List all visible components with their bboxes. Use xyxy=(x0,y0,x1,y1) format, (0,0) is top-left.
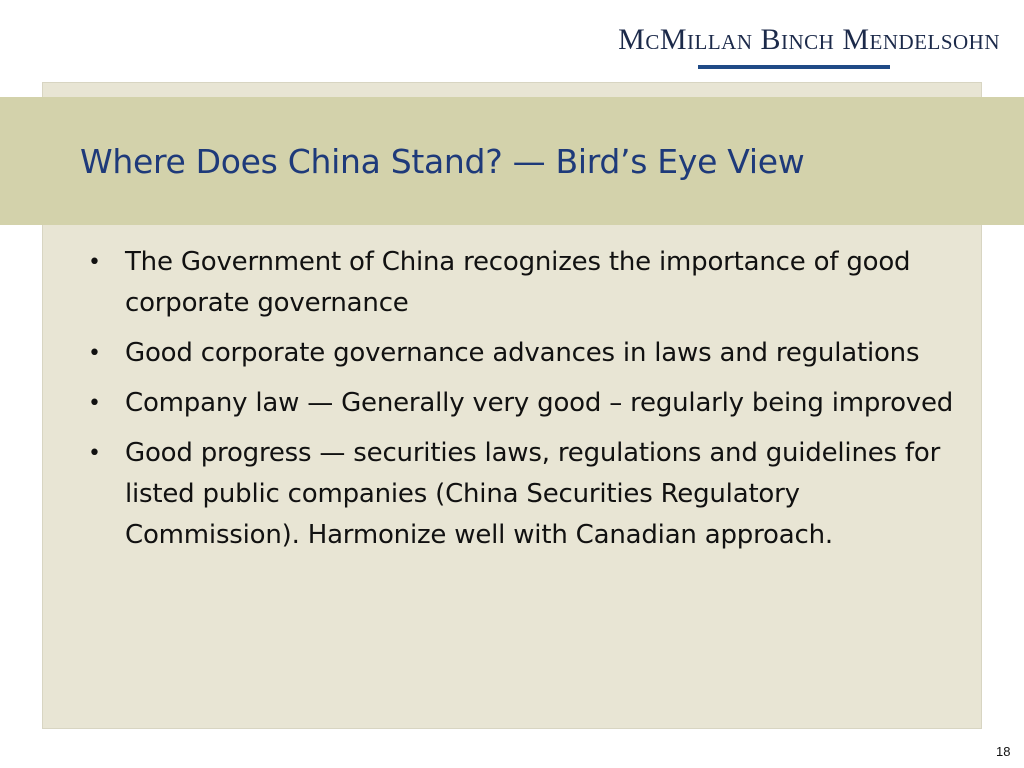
bullet-list xyxy=(86,242,966,565)
brand-underline xyxy=(698,65,890,69)
brand-name: McMillan Binch Mendelsohn xyxy=(618,23,1000,56)
brand-logo xyxy=(560,22,1002,68)
bullet-item xyxy=(86,433,966,556)
bullet-icon: • xyxy=(88,341,101,366)
bullet-icon: • xyxy=(88,441,101,466)
bullet-text: Good progress — securities laws, regulations and guidelines for listed public companies (China Securities Regulatory Commission). Harmonize well with Canadian approach. xyxy=(125,438,941,550)
bullet-item xyxy=(86,242,966,324)
bullet-icon: • xyxy=(88,250,101,275)
bullet-text: The Government of China recognizes the importance of good corporate governance xyxy=(125,247,911,318)
page-number: 18 xyxy=(996,744,1011,759)
slide-title: Where Does China Stand? — Bird’s Eye View xyxy=(80,142,805,181)
bullet-text: Company law — Generally very good – regularly being improved xyxy=(125,388,954,418)
bullet-item xyxy=(86,383,966,424)
bullet-item xyxy=(86,333,966,374)
bullet-icon: • xyxy=(88,391,101,416)
bullet-text: Good corporate governance advances in laws and regulations xyxy=(125,338,920,368)
